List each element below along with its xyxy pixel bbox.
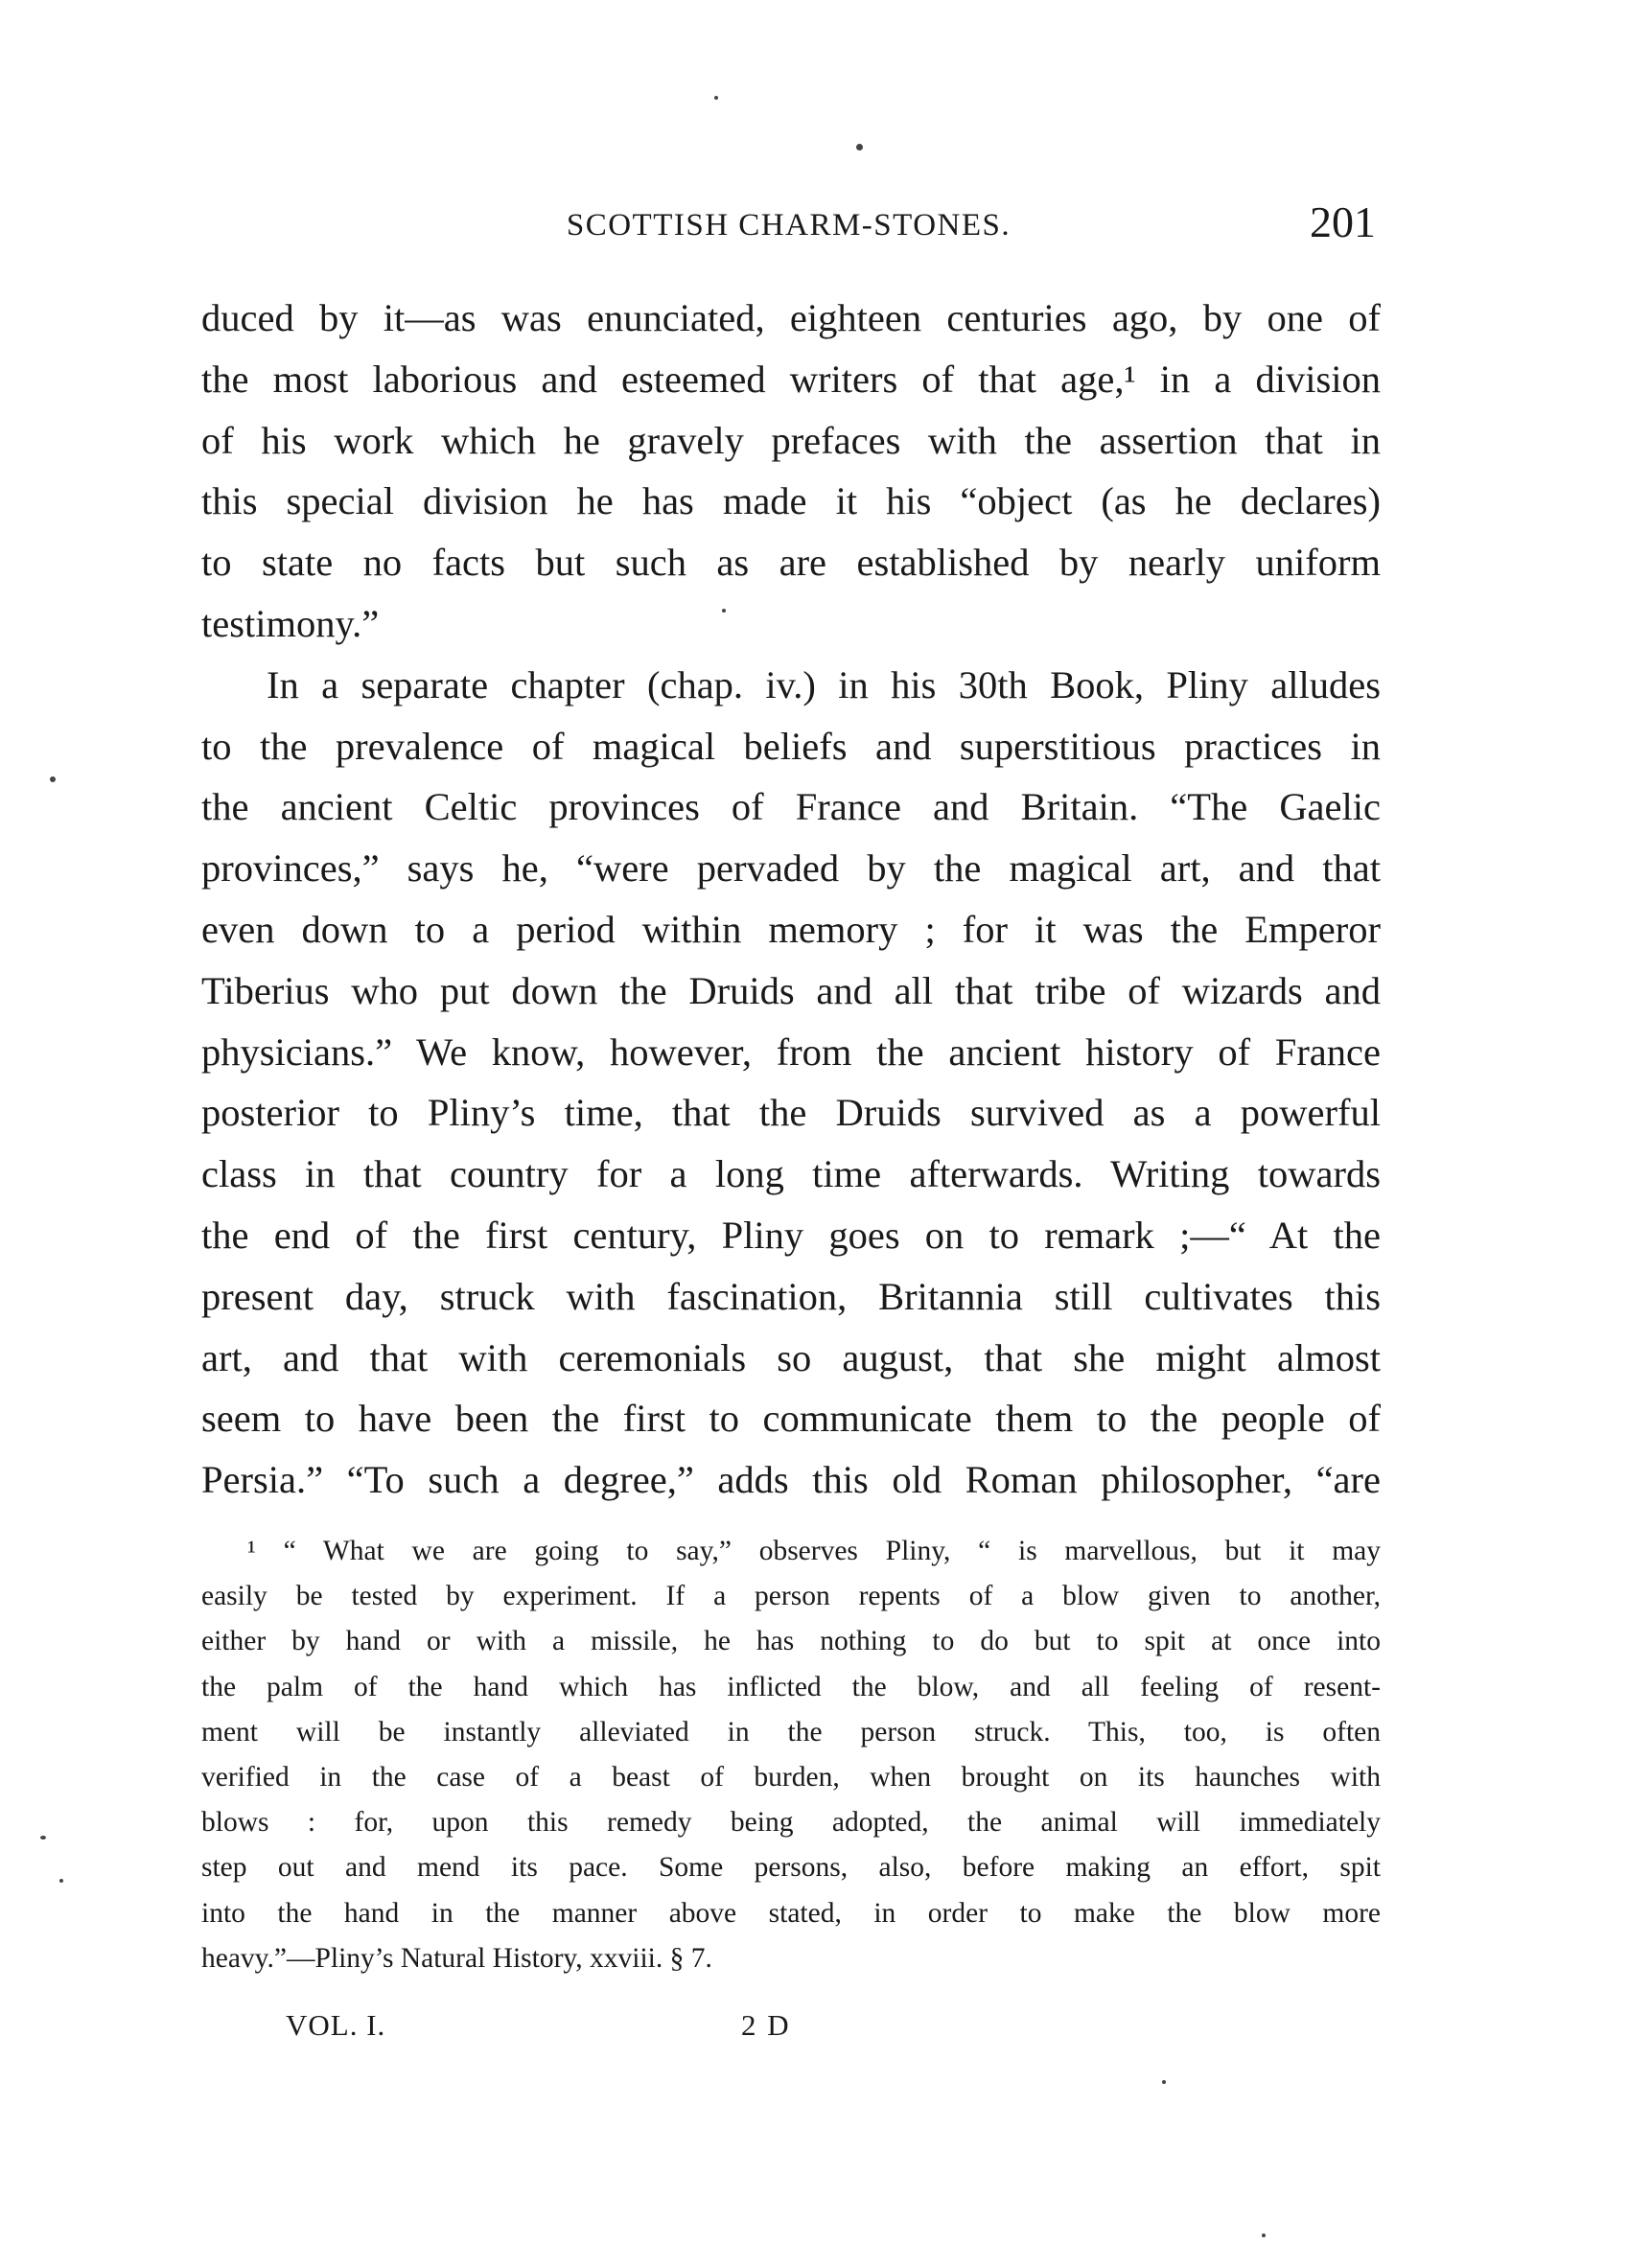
signature-line xyxy=(286,2008,880,2056)
text-line: duced by it—as was enunciated, eighteen centuries ago, by one of xyxy=(201,296,1381,339)
text-line: In a separate chapter (chap. iv.) in his 30th Book, Pliny alludes xyxy=(267,662,1381,706)
footnote xyxy=(201,1529,1381,1981)
text-line: testimony.” xyxy=(201,601,380,645)
text-line: posterior to Pliny’s time, that the Druids survived as a powerful xyxy=(201,1091,1381,1135)
text-line: present day, struck with fascination, Britannia still cultivates this xyxy=(201,1274,1381,1318)
text-line: seem to have been the first to communicate them to the people of xyxy=(201,1397,1381,1441)
main-text xyxy=(201,288,1381,1511)
text-line: physicians.” We know, however, from the ancient history of France xyxy=(201,1030,1381,1074)
footnote-line: into the hand in the manner above stated, in order to make the blow more xyxy=(201,1897,1381,1929)
page-header xyxy=(201,197,1376,254)
text-line: the most laborious and esteemed writers of that age,¹ in a division xyxy=(201,357,1381,401)
scan-speck xyxy=(714,96,718,100)
footnote-line: heavy.”—Pliny’s Natural History, xxviii. § 7. xyxy=(201,1942,712,1974)
text-line: Persia.” “To such a degree,” adds this old Roman philosopher, “are xyxy=(201,1458,1381,1502)
scan-speck xyxy=(722,609,726,613)
footnote-line: step out and mend its pace. Some persons, also, before making an effort, spit xyxy=(201,1852,1381,1884)
scan-speck xyxy=(1162,2080,1166,2084)
scan-speck xyxy=(40,1836,46,1840)
text-line: to state no facts but such as are established by nearly uniform xyxy=(201,541,1381,585)
text-line: class in that country for a long time afterwards. Writing towards xyxy=(201,1152,1381,1196)
footnote-line: ment will be instantly alleviated in the person struck. This, too, is often xyxy=(201,1716,1381,1747)
text-line: even down to a period within memory ; for it was the Emperor xyxy=(201,907,1381,951)
text-line: provinces,” says he, “were pervaded by the magical art, and that xyxy=(201,846,1381,891)
text-line: the end of the first century, Pliny goes on to remark ;—“ At the xyxy=(201,1213,1381,1257)
text-line: of his work which he gravely prefaces with the assertion that in xyxy=(201,418,1381,462)
scan-speck xyxy=(1262,2233,1266,2237)
text-line: Tiberius who put down the Druids and all that tribe of wizards and xyxy=(201,968,1381,1012)
text-line: art, and that with ceremonials so august, that she might almost xyxy=(201,1335,1381,1379)
footnote-line: ¹ “ What we are going to say,” observes Pliny, “ is marvellous, but it may xyxy=(247,1536,1381,1566)
page-number: 201 xyxy=(1310,197,1376,246)
scan-speck xyxy=(50,776,56,782)
text-line: the ancient Celtic provinces of France and Britain. “The Gaelic xyxy=(201,785,1381,829)
text-line: to the prevalence of magical beliefs and superstitious practices in xyxy=(201,724,1381,768)
scan-speck xyxy=(59,1879,63,1883)
volume-label: VOL. I. xyxy=(286,2008,386,2042)
signature-mark: 2 D xyxy=(741,2008,791,2042)
footnote-line: easily be tested by experiment. If a person repents of a blow given to another, xyxy=(201,1581,1381,1612)
running-title: SCOTTISH CHARM-STONES. xyxy=(566,208,1012,243)
footnote-line: the palm of the hand which has inflicted the blow, and all feeling of resent- xyxy=(201,1671,1381,1702)
footnote-line: verified in the case of a beast of burden, when brought on its haunches with xyxy=(201,1761,1381,1793)
footnote-line: either by hand or with a missile, he has nothing to do but to spit at once into xyxy=(201,1626,1381,1657)
text-line: this special division he has made it his “object (as he declares) xyxy=(201,479,1381,523)
scan-speck xyxy=(856,144,863,150)
footnote-line: blows : for, upon this remedy being adopted, the animal will immediately xyxy=(201,1807,1381,1839)
